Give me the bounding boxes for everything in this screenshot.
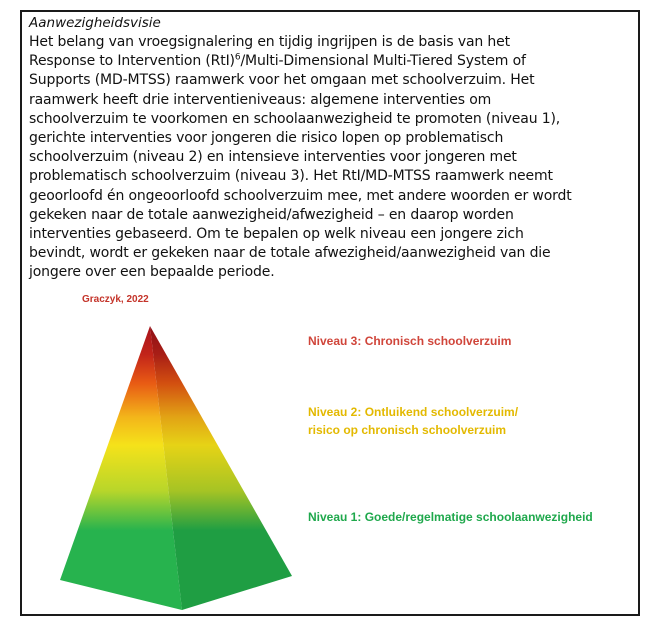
paragraph-line: Supports (MD-MTSS) raamwerk voor het omgaan met schoolverzuim. Het xyxy=(29,72,535,89)
section-heading: Aanwezigheidsvisie xyxy=(29,15,161,31)
level-1-label: Niveau 1: Goede/regelmatige schoolaanwezigheid xyxy=(308,510,593,524)
paragraph-line: schoolverzuim te voorkomen en schoolaanwezigheid te promoten (niveau 1), xyxy=(29,110,561,127)
paragraph-line: bevindt, wordt er gekeken naar de totale afwezigheid/aanwezigheid van die xyxy=(29,245,551,262)
paragraph-line: jongere over een bepaalde periode. xyxy=(29,264,275,281)
paragraph-line: geoorloofd én ongeoorloofd schoolverzuim mee, met andere woorden er wordt xyxy=(29,187,572,204)
paragraph-line: problematisch schoolverzuim (niveau 3). Het RtI/MD-MTSS raamwerk neemt xyxy=(29,168,553,185)
level-2-label-line2: risico op chronisch schoolverzuim xyxy=(308,423,507,437)
level-3-label: Niveau 3: Chronisch schoolverzuim xyxy=(308,334,512,348)
paragraph-line: gekeken naar de totale aanwezigheid/afwezigheid – en daarop worden xyxy=(29,206,514,223)
paragraph-line: raamwerk heeft drie interventieniveaus: algemene interventies om xyxy=(29,91,492,108)
figure-credit: Graczyk, 2022 xyxy=(82,294,149,305)
paragraph-line: schoolverzuim (niveau 2) en intensieve interventies voor jongeren met xyxy=(29,149,517,166)
paragraph-line: gerichte interventies voor jongeren die risico lopen op problematisch xyxy=(29,130,504,147)
paragraph-line: Het belang van vroegsignalering en tijdig ingrijpen is de basis van het xyxy=(29,34,510,50)
level-2-label xyxy=(308,403,568,439)
pyramid-graphic xyxy=(22,290,312,612)
paragraph-text: /Multi-Dimensional Multi-Tiered System of xyxy=(240,53,526,70)
footnote-marker: 6 xyxy=(234,52,241,63)
attendance-pyramid-figure xyxy=(22,290,638,612)
paragraph-line: interventies gebaseerd. Om te bepalen op welk niveau een jongere zich xyxy=(29,226,524,243)
body-paragraph xyxy=(29,33,635,283)
level-2-label-line1: Niveau 2: Ontluikend schoolverzuim/ xyxy=(308,405,519,419)
paragraph-text: Response to Intervention (RtI) xyxy=(29,53,235,70)
paragraph-line xyxy=(29,52,635,71)
text-box xyxy=(20,10,640,616)
